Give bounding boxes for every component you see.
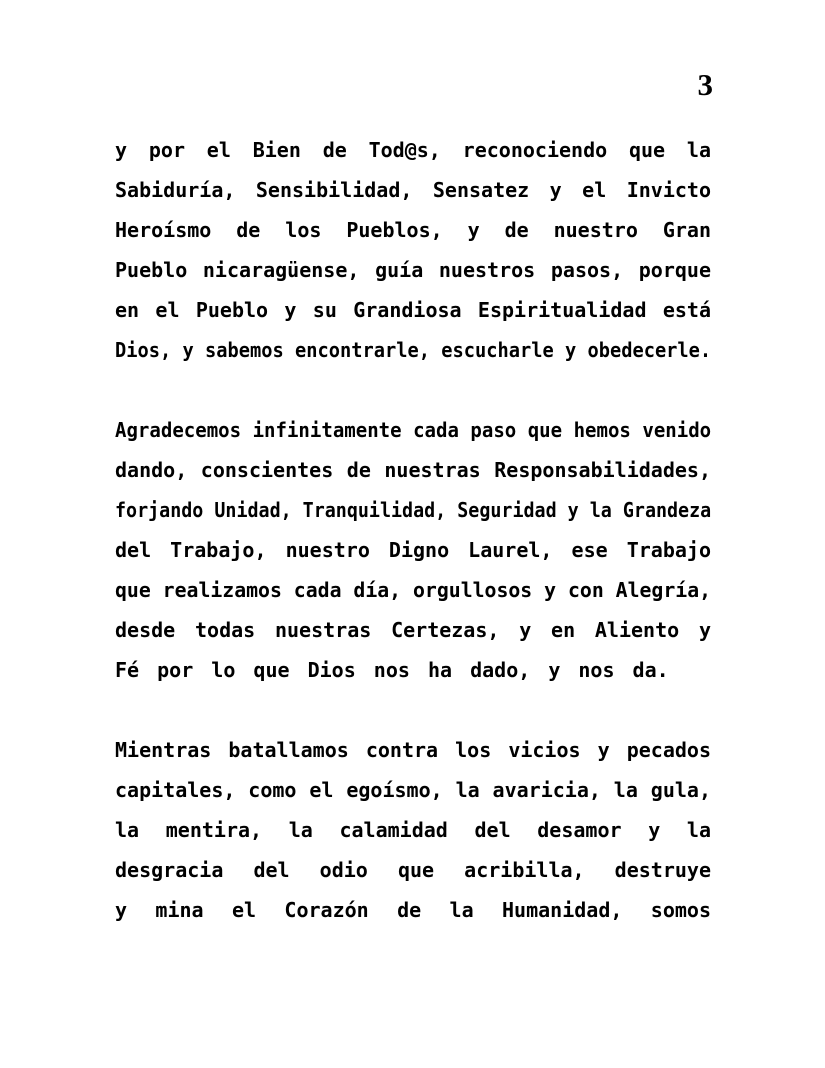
text-line: que realizamos cada día, orgullosos y con Alegría, <box>115 578 712 602</box>
paragraph <box>115 730 711 930</box>
text-line: y por el Bien de Tod@s, reconociendo que la <box>115 138 711 162</box>
text-line: capitales, como el egoísmo, la avaricia, la gula, <box>115 778 711 802</box>
text-line: la mentira, la calamidad del desamor y la <box>115 818 711 842</box>
text-line: del Trabajo, nuestro Digno Laurel, ese Trabajo <box>115 538 711 562</box>
text-line: Dios, y sabemos encontrarle, escucharle y obedecerle. <box>115 338 712 362</box>
text-line: Agradecemos infinitamente cada paso que hemos venido <box>115 418 712 442</box>
text-line: Pueblo nicaragüense, guía nuestros pasos, porque <box>115 258 711 282</box>
text-line: en el Pueblo y su Grandiosa Espiritualidad está <box>115 298 711 322</box>
text-line: dando, conscientes de nuestras Responsabilidades, <box>115 458 711 482</box>
text-line: desde todas nuestras Certezas, y en Aliento y <box>115 618 711 642</box>
text-line: desgracia del odio que acribilla, destruye <box>115 858 711 882</box>
text-line: Heroísmo de los Pueblos, y de nuestro Gran <box>115 218 711 242</box>
page-number: 3 <box>697 67 713 102</box>
text-line: Mientras batallamos contra los vicios y pecados <box>115 738 711 762</box>
text-line: y mina el Corazón de la Humanidad, somos <box>115 898 711 922</box>
text-line: Fé por lo que Dios nos ha dado, y nos da. <box>115 658 669 682</box>
paragraph <box>115 410 711 690</box>
document-body <box>115 130 711 970</box>
text-line: Sabiduría, Sensibilidad, Sensatez y el Invicto <box>115 178 711 202</box>
paragraph <box>115 130 711 370</box>
text-line: forjando Unidad, Tranquilidad, Seguridad y la Grandeza <box>115 498 712 522</box>
